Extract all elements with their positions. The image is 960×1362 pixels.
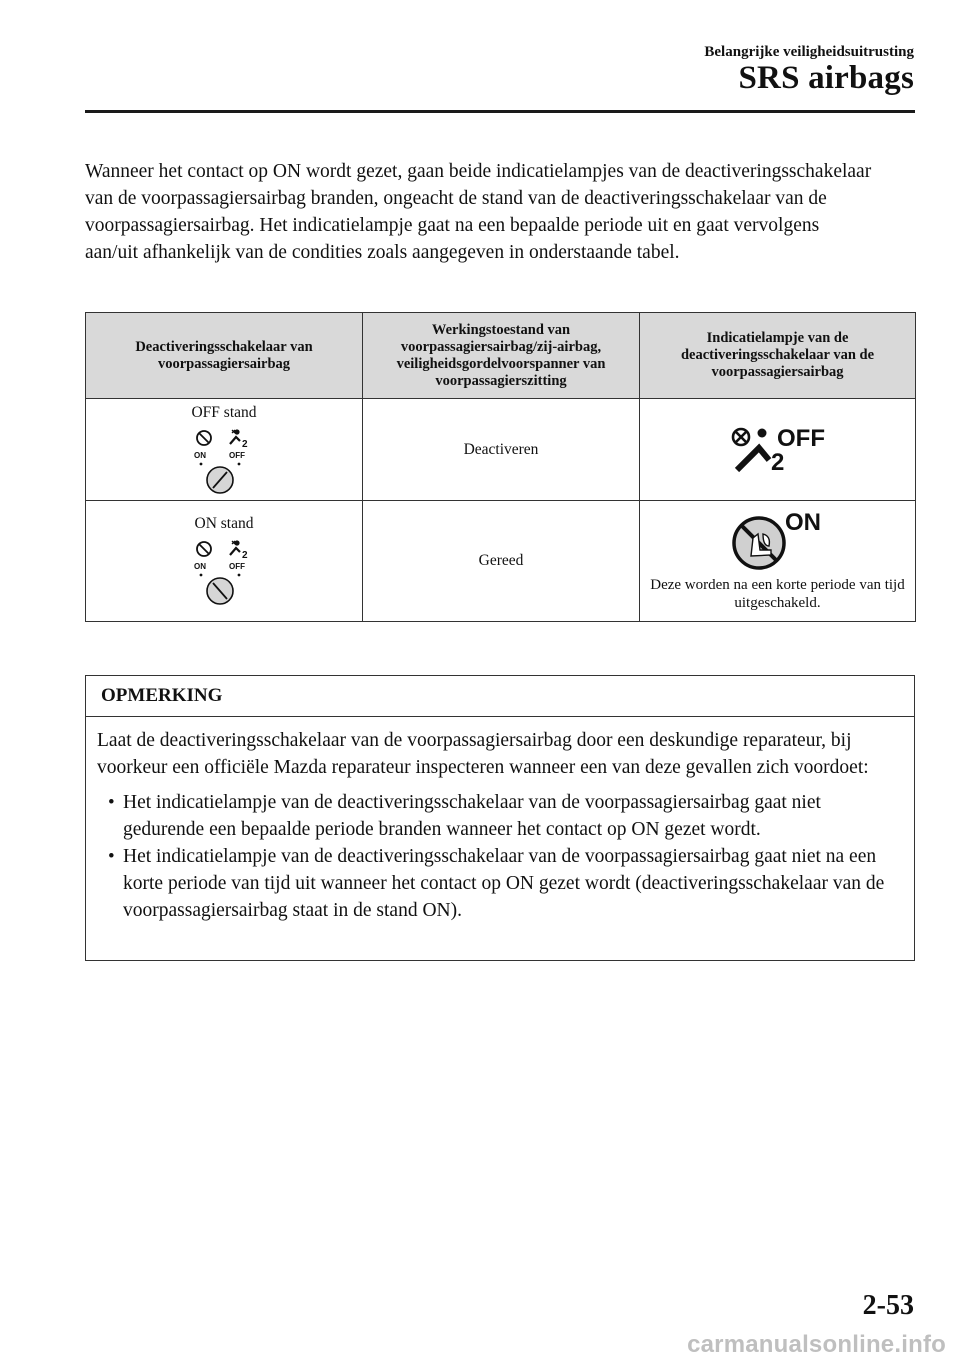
page-title: SRS airbags: [738, 60, 914, 96]
header-divider: [85, 110, 915, 113]
passenger-airbag-on-indicator-icon: [723, 510, 833, 572]
bullet-symbol: •: [108, 792, 115, 813]
state-cell: Deactiveren: [363, 399, 640, 501]
passenger-airbag-off-indicator-icon: [723, 420, 833, 480]
indicator-num: 2: [770, 448, 784, 476]
state-cell: Gereed: [363, 501, 640, 622]
switch-on-label: ON: [194, 450, 206, 460]
watermark: carmanualsonline.info: [687, 1331, 946, 1358]
note-bullet-list: [97, 789, 902, 924]
switch-off-icon: [184, 428, 264, 496]
bullet-symbol: •: [108, 846, 115, 867]
bullet-text: Het indicatielampje van de deactiveringsschakelaar van de voorpassagiersairbag gaat niet gedurende een bepaalde periode branden wanneer het contact op ON gezet wordt.: [123, 792, 821, 840]
list-item: [97, 843, 902, 924]
switch-cell: [86, 399, 363, 501]
indicator-off-text: OFF: [776, 424, 825, 452]
table-header-row: [86, 313, 916, 399]
bullet-text: Het indicatielampje van de deactiveringsschakelaar van de voorpassagiersairbag gaat niet na een korte periode van tijd uit wanneer het contact op ON gezet wordt (deactiveringsschakelaar van de voorpassagiersairbag staat in de stand ON).: [123, 846, 885, 921]
switch-cell: [86, 501, 363, 622]
note-heading: OPMERKING: [86, 676, 914, 717]
switch-off-label: OFF: [229, 450, 245, 460]
note-box: [85, 675, 915, 961]
intro-paragraph: Wanneer het contact op ON wordt gezet, gaan beide indicatielampjes van de deactiveringsschakelaar van de voorpassagiersairbag branden, ongeacht de stand van de deactiveringsschakelaar van de voorpassagiersairbag. Het indicatielampje gaat na een bepaalde periode uit en gaat vervolgens aan/uit afhankelijk van de condities zoals aangegeven in onderstaande tabel.: [85, 161, 872, 263]
table-row: [86, 399, 916, 501]
switch-label: OFF stand: [191, 403, 257, 421]
column-header-state: Werkingstoestand van voorpassagiersairbag/zij-airbag, veiligheidsgordelvoorspanner van voorpassagierszitting: [363, 313, 640, 399]
switch-num: 2: [242, 550, 248, 561]
column-header-switch: Deactiveringsschakelaar van voorpassagiersairbag: [86, 313, 363, 399]
switch-on-label: ON: [194, 562, 206, 571]
section-title: Belangrijke veiligheidsuitrusting: [704, 44, 914, 60]
switch-on-icon: [184, 539, 264, 607]
switch-num: 2: [242, 438, 248, 450]
indicator-status-table: [85, 312, 916, 622]
indicator-on-text: ON: [784, 510, 821, 536]
column-header-indicator: Indicatielampje van de deactiveringsschakelaar van de voorpassagiersairbag: [640, 313, 916, 399]
switch-label: ON stand: [194, 515, 254, 532]
note-text: Laat de deactiveringsschakelaar van de voorpassagiersairbag door een deskundige reparateur, bij voorkeur een officiële Mazda reparateur inspecteren wanneer een van deze gevallen zich voordoet:: [97, 730, 869, 778]
indicator-note: Deze worden na een korte periode van tijd uitgeschakeld.: [650, 577, 905, 611]
note-body: [86, 717, 914, 924]
indicator-cell: [640, 501, 916, 622]
list-item: [97, 789, 902, 843]
table-row: [86, 501, 916, 622]
switch-off-label: OFF: [229, 562, 245, 571]
indicator-cell: [640, 399, 916, 501]
page-number: 2-53: [862, 1290, 914, 1321]
